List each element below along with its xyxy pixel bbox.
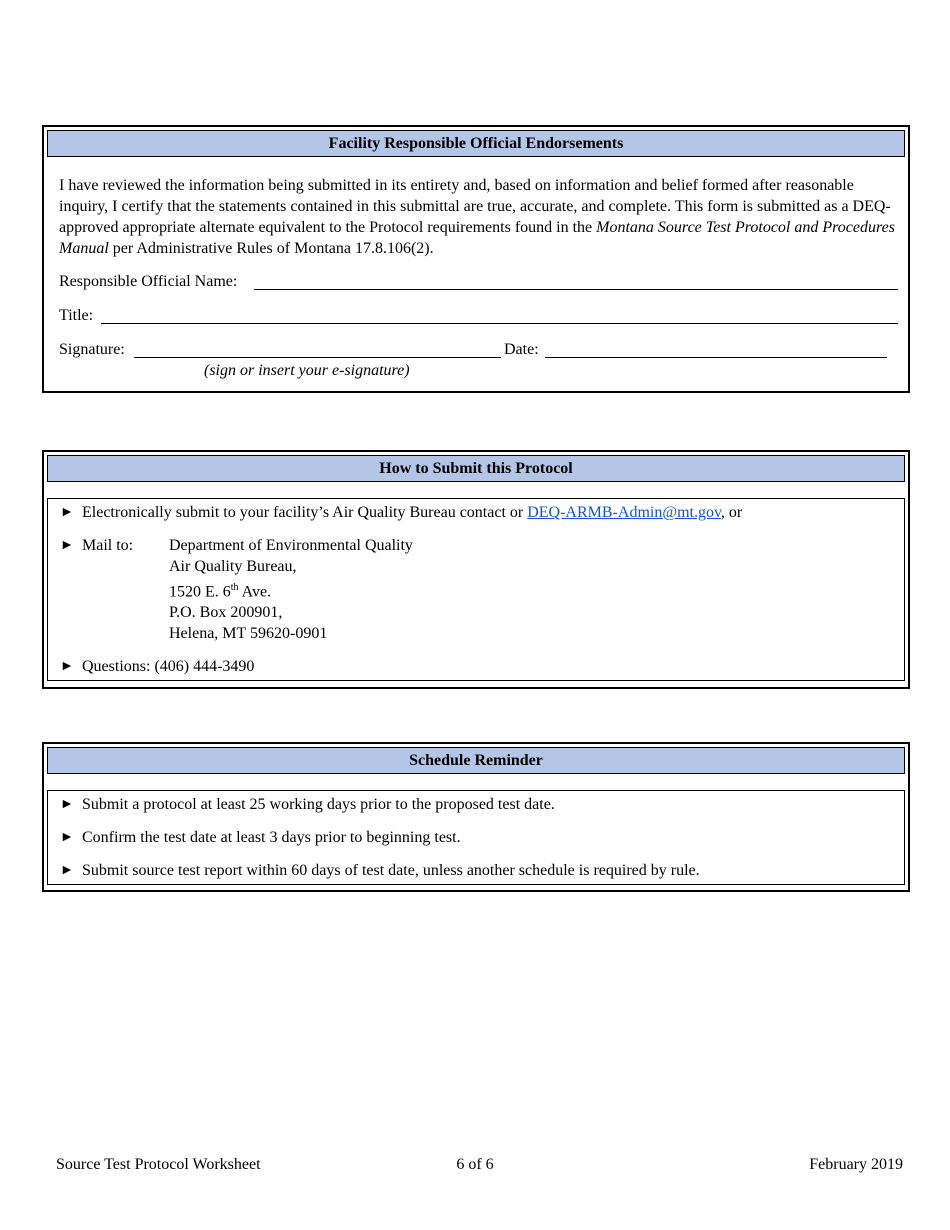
questions-text: Questions: (406) 444-3490 [82, 658, 255, 676]
certification-text-part2: per Administrative Rules of Montana 17.8.106(2). [108, 240, 434, 257]
title-field[interactable] [59, 305, 898, 327]
schedule-item-text: Submit a protocol at least 25 working days prior to the proposed test date. [82, 796, 555, 813]
footer-page-number: 6 of 6 [456, 1156, 494, 1173]
electronic-suffix: , or [720, 504, 743, 521]
mail-label: Mail to: [82, 537, 134, 554]
submit-mail-item [60, 535, 892, 644]
schedule-item-text: Confirm the test date at least 3 days prior to beginning test. [82, 829, 461, 846]
bullet-icon: ► [60, 505, 74, 520]
official-name-label: Responsible Official Name: [59, 273, 238, 290]
submit-section [42, 450, 910, 689]
endorsements-title: Facility Responsible Official Endorsements [47, 130, 905, 157]
address-line: Air Quality Bureau, [169, 558, 297, 575]
date-label: Date: [504, 341, 539, 358]
schedule-item-text: Submit source test report within 60 days of test date, unless another schedule is required by rule. [82, 862, 700, 879]
title-line[interactable] [101, 323, 898, 324]
footer-date: February 2019 [809, 1156, 903, 1173]
schedule-list [47, 790, 905, 885]
schedule-item [60, 827, 892, 848]
signature-label: Signature: [59, 341, 125, 358]
signature-note: (sign or insert your e-signature) [204, 362, 410, 379]
bullet-icon: ► [60, 797, 74, 812]
electronic-text: Electronically submit to your facility’s Air Quality Bureau contact or [82, 504, 528, 521]
schedule-title: Schedule Reminder [47, 747, 905, 774]
mailing-address [169, 535, 413, 644]
endorsements-section [42, 125, 910, 393]
submit-title: How to Submit this Protocol [47, 455, 905, 482]
schedule-item [60, 860, 892, 881]
footer-document-title: Source Test Protocol Worksheet [56, 1156, 261, 1173]
title-label: Title: [59, 307, 94, 324]
signature-line[interactable] [134, 357, 501, 358]
bullet-icon: ► [60, 538, 74, 553]
submit-questions-item [60, 656, 892, 677]
bullet-icon: ► [60, 659, 74, 675]
signature-field[interactable] [59, 339, 898, 361]
address-line: 1520 E. 6th Ave. [169, 582, 272, 601]
date-line[interactable] [545, 357, 887, 358]
certification-text [47, 157, 905, 259]
submit-list [47, 498, 905, 681]
bullet-icon: ► [60, 830, 74, 845]
official-name-field[interactable] [59, 271, 898, 293]
certification-text-part1: I have reviewed the information being submitted in its entirety and, based on information and belief formed after reasonable inquiry, I certify that the statements contained in this submittal are true, accurate, and complete. This form is submitted as a DEQ-approved appropriate alternate equivalent to the Protocol requirements found in the [59, 177, 891, 236]
email-link[interactable]: DEQ-ARMB-Admin@mt.gov [527, 504, 721, 521]
address-line: P.O. Box 200901, [169, 604, 283, 622]
address-line: Department of Environmental Quality [169, 537, 413, 554]
bullet-icon: ► [60, 863, 74, 878]
schedule-section [42, 742, 910, 892]
address-line: Helena, MT 59620-0901 [169, 625, 328, 643]
manual-title: Montana Source Test Protocol and Procedures Manual [59, 219, 895, 257]
schedule-item [60, 794, 892, 815]
official-name-line[interactable] [254, 289, 898, 290]
submit-electronic-item [60, 502, 892, 523]
